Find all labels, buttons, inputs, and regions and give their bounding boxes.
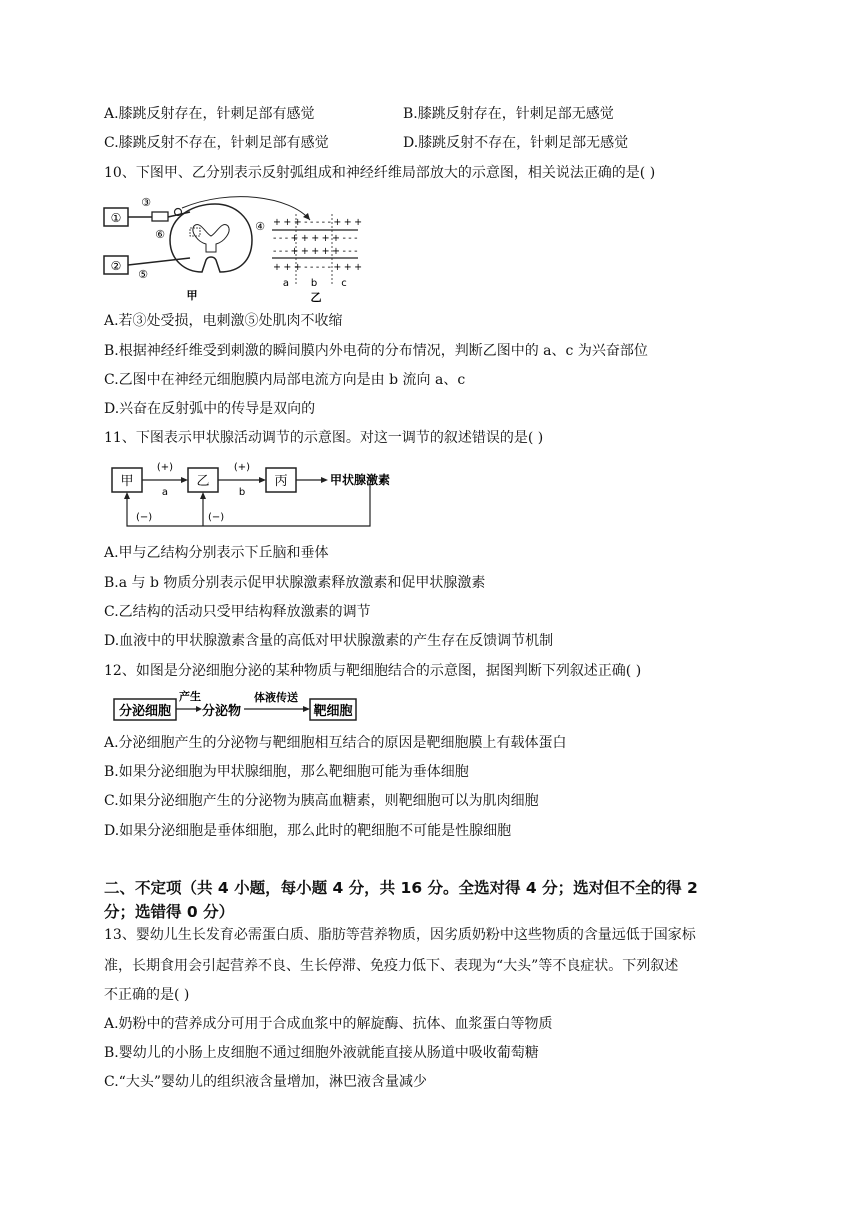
thyroid-regulation-figure [108,454,408,534]
q12-option-a: A.分泌细胞产生的分泌物与靶细胞相互结合的原因是靶细胞膜上有载体蛋白 [104,735,567,751]
label-6: ⑥ [155,228,165,241]
q12-option-b: B.如果分泌细胞为甲状腺细胞，那么靶细胞可能为垂体细胞 [104,764,469,780]
q9-option-b: B.膝跳反射存在，针刺足部无感觉 [403,106,614,122]
plus-2: (+) [233,462,251,473]
q13-stem-line-1: 13、婴幼儿生长发育必需蛋白质、脂肪等营养物质，因劣质奶粉中这些物质的含量远低于国家标 [104,927,696,943]
label-5: ⑤ [138,268,148,281]
label-b: b [310,278,318,289]
fiber-row-1: + + + - - - - - + + + [273,217,362,228]
secretion-target-figure [112,688,362,722]
produce-label: 产生 [179,690,201,703]
box-jia: 甲 [120,474,134,489]
q10-option-b: B.根据神经纤维受到刺激的瞬间膜内外电荷的分布情况，判断乙图中的 a、c 为兴奋部位 [104,343,648,359]
q12-option-d: D.如果分泌细胞是垂体细胞，那么此时的靶细胞不可能是性腺细胞 [104,823,512,839]
minus-1: (−) [136,512,153,523]
q9-option-c: C.膝跳反射不存在，针刺足部有感觉 [104,135,329,151]
label-a: a [161,487,169,498]
q11-option-b: B.a 与 b 物质分别表示促甲状腺激素释放激素和促甲状腺激素 [104,575,486,591]
secretory-cell-label: 分泌细胞 [118,704,172,719]
fiber-row-2: - - - + + + + + - - - [273,233,358,244]
q13-option-b: B.婴幼儿的小肠上皮细胞不通过细胞外液就能直接从肠道中吸收葡萄糖 [104,1045,539,1061]
q10-stem: 10、下图甲、乙分别表示反射弧组成和神经纤维局部放大的示意图，相关说法正确的是( ) [104,165,656,181]
label-4: ④ [255,220,265,233]
target-cell-label: 靶细胞 [313,704,353,719]
label-c: c [341,278,347,289]
reflex-arc-figure [100,190,370,306]
q13-option-c: C.“大头”婴幼儿的组织液含量增加，淋巴液含量减少 [104,1074,427,1090]
plus-1: (+) [156,462,174,473]
q9-option-d: D.膝跳反射不存在，针刺足部无感觉 [403,135,629,151]
q10-option-a: A.若③处受损，电刺激⑤处肌肉不收缩 [104,313,343,329]
q13-option-a: A.奶粉中的营养成分可用于合成血浆中的解旋酶、抗体、血浆蛋白等物质 [104,1016,553,1032]
q12-stem: 12、如图是分泌细胞分泌的某种物质与靶细胞结合的示意图，据图判断下列叙述正确( ) [104,663,642,679]
q11-option-d: D.血液中的甲状腺激素含量的高低对甲状腺激素的产生存在反馈调节机制 [104,633,554,649]
fiber-row-3: - - - + + + + + - - - [273,246,358,257]
q13-stem-line-2: 准，长期食用会引起营养不良、生长停滞、免疫力低下、表现为“大头”等不良症状。下列叙述 [104,958,679,974]
q11-stem: 11、下图表示甲状腺活动调节的示意图。对这一调节的叙述错误的是( ) [104,430,544,446]
q11-option-a: A.甲与乙结构分别表示下丘脑和垂体 [104,545,329,561]
box-yi: 乙 [196,474,210,489]
q13-stem-line-3: 不正确的是( ) [104,987,190,1003]
q10-option-c: C.乙图中在神经元细胞膜内局部电流方向是由 b 流向 a、c [104,372,466,388]
label-yi: 乙 [310,291,322,304]
minus-2: (−) [208,512,225,523]
q12-option-c: C.如果分泌细胞产生的分泌物为胰高血糖素，则靶细胞可以为肌肉细胞 [104,793,539,809]
q11-option-c: C.乙结构的活动只受甲结构释放激素的调节 [104,604,371,620]
label-1: ① [110,211,122,225]
secretion-label: 分泌物 [202,704,242,719]
label-jia: 甲 [186,289,198,302]
section-2-heading-cont: 分；选错得 0 分） [104,903,235,921]
hormone-label: 甲状腺激素 [330,473,391,487]
box-bing: 丙 [274,474,288,489]
label-3: ③ [141,196,151,209]
q10-option-d: D.兴奋在反射弧中的传导是双向的 [104,401,316,417]
section-2-heading: 二、不定项（共 4 小题，每小题 4 分，共 16 分。全选对得 4 分；选对但不全的得 2 [104,879,698,897]
fiber-row-4: + + + - - - - - + + + [273,262,362,273]
q9-option-a: A.膝跳反射存在，针刺足部有感觉 [104,106,315,122]
label-b: b [238,487,246,498]
label-a: a [282,278,290,289]
label-2: ② [110,259,122,273]
transport-label: 体液传送 [254,691,298,704]
